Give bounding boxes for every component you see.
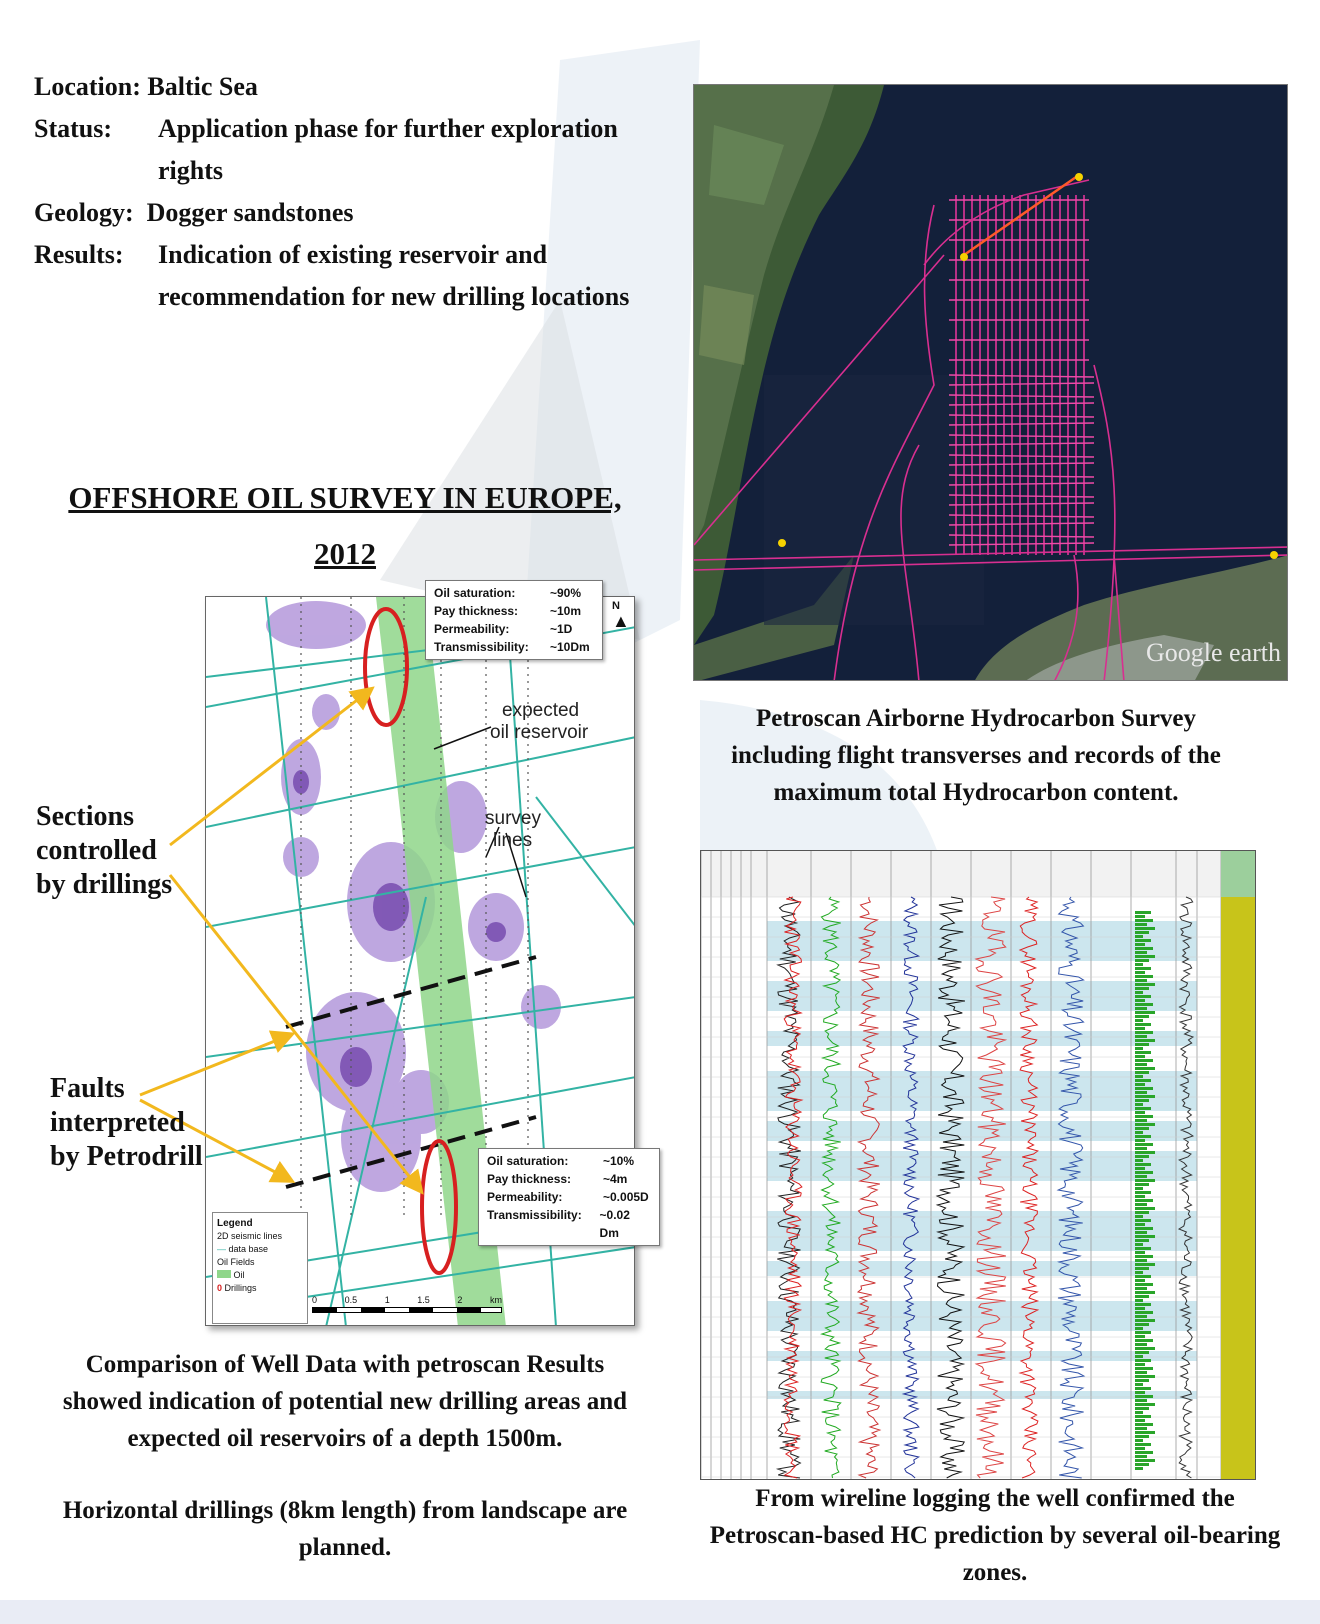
- survey-lines-label: [485, 808, 541, 852]
- ib-val: ~0.02 Dm: [599, 1208, 630, 1240]
- wireline-line2: Petroscan-based HC prediction by several oil-bearing: [709, 1522, 1281, 1549]
- google-earth-watermark: Google earth: [1145, 638, 1281, 667]
- comparison-caption: [30, 1346, 660, 1457]
- faults-line1: Faults: [50, 1073, 125, 1104]
- sections-callout: [36, 800, 226, 902]
- ib-val: ~10%: [603, 1154, 635, 1168]
- scale-tick: 2: [457, 1295, 463, 1305]
- ib-key: Permeability:: [487, 1190, 563, 1204]
- legend-drillings: Drillings: [224, 1283, 257, 1293]
- legend-oil: Oil: [233, 1270, 245, 1280]
- oil-swatch-icon: [217, 1270, 231, 1278]
- wireline-line3: zones.: [962, 1559, 1028, 1586]
- faults-callout: [50, 1072, 270, 1174]
- scale-bar: [312, 1295, 502, 1313]
- ib-top-row: [434, 638, 594, 656]
- scale-tick: 0.5: [344, 1295, 358, 1305]
- scale-bar-graphic: [312, 1307, 502, 1313]
- ib-key: Pay thickness:: [434, 604, 519, 618]
- comparison-line3: expected oil reservoirs of a depth 1500m.: [127, 1425, 563, 1452]
- map-legend: [212, 1212, 308, 1324]
- sections-line3: by drillings: [36, 869, 173, 900]
- ib-top-row: [434, 602, 594, 620]
- ib-val: ~10Dm: [550, 640, 590, 654]
- ib-key: Transmissibility:: [434, 640, 529, 654]
- horizontal-line2: planned.: [298, 1534, 392, 1561]
- comparison-line2: showed indication of potential new drilling areas and: [62, 1388, 628, 1415]
- expected-line2: oil reservoir: [490, 722, 589, 743]
- geology-value: Dogger sandstones: [146, 198, 354, 227]
- horizontal-line1: Horizontal drillings (8km length) from landscape are: [62, 1497, 628, 1524]
- ib-top-row: [434, 584, 594, 602]
- ib-val: ~4m: [603, 1172, 628, 1186]
- title-line2: 2012: [314, 536, 376, 571]
- ib-bottom-row: [487, 1188, 651, 1206]
- wireline-log-graphic: [701, 851, 1256, 1480]
- expected-reservoir-label: [490, 700, 588, 744]
- scale-unit: km: [489, 1295, 502, 1305]
- sections-line2: controlled: [36, 835, 157, 866]
- status-value-line2: rights: [158, 156, 223, 185]
- sections-line1: Sections: [36, 801, 134, 832]
- legend-seismic: 2D seismic lines: [217, 1231, 283, 1241]
- ib-key: Transmissibility:: [487, 1208, 582, 1222]
- satellite-caption-line1: Petroscan Airborne Hydrocarbon Survey: [755, 705, 1197, 732]
- title-line1: OFFSHORE OIL SURVEY IN EUROPE,: [68, 480, 622, 515]
- survey-line1: survey: [485, 808, 541, 829]
- legend-title: Legend: [217, 1218, 253, 1229]
- satellite-caption-line3: maximum total Hydrocarbon content.: [773, 779, 1179, 806]
- ib-key: Oil saturation:: [434, 586, 516, 600]
- scale-tick: 1: [384, 1295, 390, 1305]
- status-label: Status:: [34, 114, 113, 143]
- ib-top-row: [434, 620, 594, 638]
- results-value-line2: recommendation for new drilling locations: [158, 282, 630, 311]
- location-label: Location:: [34, 72, 141, 101]
- ib-key: Oil saturation:: [487, 1154, 569, 1168]
- north-label: N: [612, 600, 620, 612]
- survey-line2: lines: [493, 830, 533, 851]
- results-value-line1: Indication of existing reservoir and: [158, 240, 548, 269]
- satellite-caption-line2: including flight transverses and records of the: [731, 742, 1221, 769]
- ib-val: ~90%: [550, 586, 582, 600]
- faults-line3: by Petrodrill: [50, 1141, 203, 1172]
- scale-tick: 1.5: [417, 1295, 430, 1305]
- legend-oil-fields: Oil Fields: [217, 1257, 255, 1267]
- ib-bottom-row: [487, 1170, 651, 1188]
- ib-key: Pay thickness:: [487, 1172, 572, 1186]
- horizontal-drilling-caption: [30, 1492, 660, 1566]
- scale-tick: 0: [312, 1295, 318, 1305]
- expected-line1: expected: [502, 700, 580, 721]
- scale-ticks: [312, 1295, 502, 1305]
- status-value-line1: Application phase for further exploration: [158, 114, 618, 143]
- legend-database: data base: [228, 1244, 269, 1254]
- ib-val: ~10m: [550, 604, 582, 618]
- legend-database-row: — data base: [217, 1244, 269, 1254]
- wireline-log-image: [700, 850, 1256, 1480]
- legend-oil-row: [217, 1269, 303, 1282]
- ib-val: ~1D: [550, 622, 573, 636]
- wireline-caption: [690, 1480, 1300, 1591]
- ib-bottom-row: [487, 1206, 651, 1242]
- comparison-line1: Comparison of Well Data with petroscan Results: [85, 1351, 605, 1378]
- ib-val: ~0.005D: [603, 1190, 649, 1204]
- north-arrow-icon: N ▲: [612, 600, 630, 631]
- legend-drillings-row: [217, 1282, 303, 1295]
- location-value: Baltic Sea: [147, 72, 258, 101]
- drill-result-bottom: [478, 1148, 660, 1246]
- ib-key: Permeability:: [434, 622, 510, 636]
- geology-label: Geology:: [34, 198, 134, 227]
- results-label: Results:: [34, 240, 124, 269]
- faults-line2: interpreted: [50, 1107, 185, 1138]
- ib-bottom-row: [487, 1152, 651, 1170]
- drill-ellipse-icon: 0: [217, 1283, 223, 1293]
- drill-result-top: [425, 580, 603, 660]
- wireline-line1: From wireline logging the well confirmed the: [755, 1485, 1235, 1512]
